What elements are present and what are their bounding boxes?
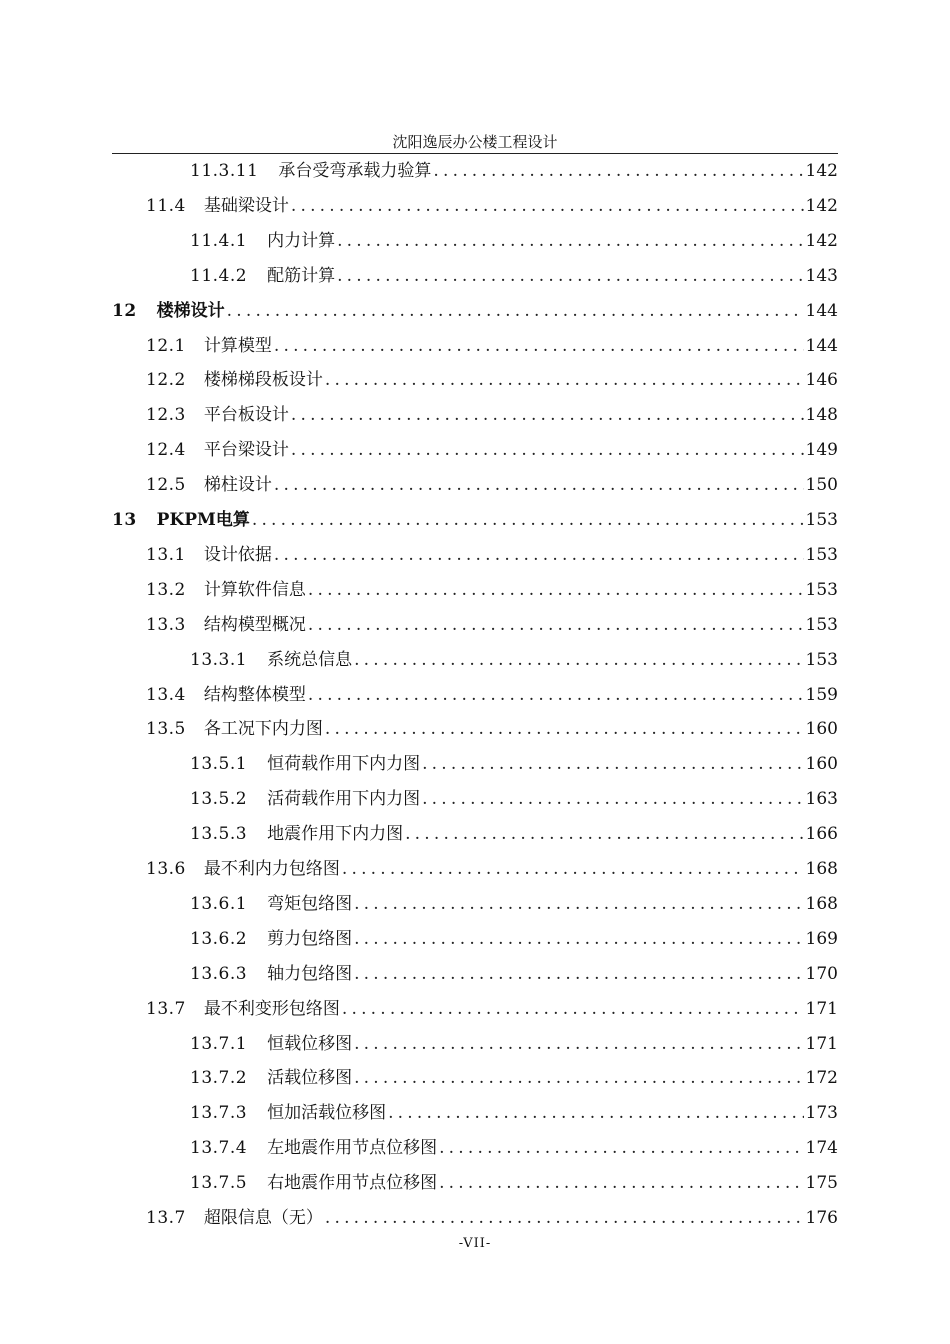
toc-entry-page: 163 — [805, 789, 838, 810]
toc-entry-title: 计算模型 — [203, 335, 272, 356]
toc-entry-page: 174 — [805, 1138, 838, 1159]
toc-entry-title: 楼梯梯段板设计 — [203, 370, 323, 391]
toc-entry-page: 153 — [805, 649, 838, 670]
toc-entry[interactable] — [146, 468, 838, 502]
toc-dot-leader — [422, 754, 803, 774]
toc-entry-title: 活荷载作用下内力图 — [267, 789, 421, 810]
toc-dot-leader — [388, 1103, 803, 1123]
toc-entry-number: 11.4.1 — [190, 230, 248, 251]
toc-entry-title: 右地震作用节点位移图 — [267, 1173, 438, 1194]
toc-entry-page: 149 — [805, 440, 838, 461]
toc-entry-number: 12.3 — [146, 405, 186, 426]
toc-entry[interactable] — [190, 259, 838, 293]
toc-entry-title: 轴力包络图 — [267, 963, 353, 984]
toc-entry-number: 13.7 — [146, 998, 186, 1019]
toc-entry[interactable] — [146, 538, 838, 572]
toc-dot-leader — [274, 545, 804, 565]
toc-entry-number: 12.5 — [146, 475, 186, 496]
toc-entry[interactable] — [190, 1131, 838, 1165]
toc-dot-leader — [354, 1034, 803, 1054]
toc-entry[interactable] — [190, 922, 838, 956]
toc-entry[interactable] — [112, 294, 838, 328]
toc-entry-page: 153 — [805, 579, 838, 600]
toc-entry-number: 13.6 — [146, 859, 186, 879]
toc-entry-number: 13.5.3 — [190, 824, 248, 845]
toc-dot-leader — [325, 1208, 804, 1228]
toc-entry-title: PKPM电算 — [156, 510, 250, 530]
toc-entry[interactable] — [146, 852, 838, 886]
toc-entry-page: 171 — [805, 1033, 838, 1054]
toc-entry-title: 恒加活载位移图 — [267, 1103, 387, 1124]
toc-entry[interactable] — [146, 329, 838, 363]
toc-entry-page: 160 — [805, 719, 838, 740]
toc-dot-leader — [354, 964, 803, 984]
toc-dot-leader — [252, 510, 804, 530]
toc-entry-page: 168 — [805, 893, 838, 914]
toc-entry-page: 148 — [805, 405, 838, 426]
toc-entry-title: 恒荷载作用下内力图 — [267, 754, 421, 775]
toc-entry[interactable] — [146, 363, 838, 397]
toc-entry-title: 楼梯设计 — [156, 300, 225, 321]
toc-dot-leader — [422, 789, 803, 809]
toc-dot-leader — [354, 894, 803, 914]
toc-entry-title: 地震作用下内力图 — [267, 824, 404, 845]
toc-entry-page: 176 — [805, 1208, 838, 1228]
toc-entry[interactable] — [190, 782, 838, 816]
toc-entry-page: 175 — [805, 1173, 838, 1194]
toc-entry[interactable] — [190, 817, 838, 851]
toc-entry-title: 最不利变形包络图 — [203, 998, 340, 1019]
toc-entry-page: 172 — [805, 1068, 838, 1089]
toc-entry-page: 143 — [805, 265, 838, 286]
toc-entry-title: 设计依据 — [203, 544, 272, 565]
toc-entry-page: 142 — [805, 161, 838, 181]
toc-entry-number: 11.4.2 — [190, 265, 248, 286]
toc-entry[interactable] — [146, 398, 838, 432]
toc-entry-title: 承台受弯承载力验算 — [278, 161, 432, 181]
toc-entry-title: 各工况下内力图 — [203, 719, 323, 740]
toc-entry-title: 左地震作用节点位移图 — [267, 1138, 438, 1159]
toc-entry-page: 153 — [805, 510, 838, 530]
toc-entry-title: 恒载位移图 — [267, 1033, 353, 1054]
toc-entry-page: 150 — [805, 475, 838, 496]
toc-entry-title: 基础梁设计 — [203, 195, 289, 216]
toc-entry[interactable] — [190, 154, 838, 188]
toc-dot-leader — [354, 1068, 803, 1088]
toc-dot-leader — [354, 929, 803, 949]
toc-dot-leader — [325, 719, 804, 739]
toc-entry[interactable] — [146, 608, 838, 642]
toc-dot-leader — [337, 231, 803, 251]
toc-entry-page: 168 — [805, 859, 838, 879]
toc-entry-number: 12 — [112, 300, 137, 321]
toc-entry-title: 剪力包络图 — [267, 928, 353, 949]
toc-entry-number: 12.4 — [146, 440, 186, 461]
toc-entry[interactable] — [190, 1096, 838, 1130]
toc-dot-leader — [342, 859, 804, 879]
toc-entry-page: 142 — [805, 230, 838, 251]
toc-entry-page: 153 — [805, 544, 838, 565]
toc-entry-number: 12.1 — [146, 335, 186, 356]
toc-entry-page: 159 — [805, 684, 838, 705]
toc-entry-number: 12.2 — [146, 370, 186, 391]
toc-entry[interactable] — [190, 957, 838, 991]
toc-dot-leader — [439, 1138, 803, 1158]
toc-entry-number: 13.7.1 — [190, 1033, 248, 1054]
toc-dot-leader — [342, 999, 804, 1019]
toc-entry[interactable] — [146, 712, 838, 746]
toc-entry-number: 13.4 — [146, 684, 186, 705]
running-header: 沈阳逸辰办公楼工程设计 — [392, 133, 558, 151]
toc-entry-title: 弯矩包络图 — [267, 893, 353, 914]
toc-entry-title: 活载位移图 — [267, 1068, 353, 1089]
toc-entry-page: 160 — [805, 754, 838, 775]
toc-entry-page: 166 — [805, 824, 838, 845]
toc-entry-number: 13.5.2 — [190, 789, 248, 810]
toc-entry-title: 超限信息（无） — [203, 1208, 323, 1228]
toc-dot-leader — [439, 1173, 803, 1193]
toc-entry-number: 13.3 — [146, 614, 186, 635]
toc-entry-number: 13.7.3 — [190, 1103, 248, 1124]
toc-entry-number: 13.2 — [146, 579, 186, 600]
toc-entry-number: 13.6.2 — [190, 928, 248, 949]
toc-entry[interactable] — [146, 1201, 838, 1235]
toc-dot-leader — [274, 475, 804, 495]
toc-dot-leader — [433, 161, 803, 181]
toc-dot-leader — [325, 370, 804, 390]
toc-entry-number: 13.7.4 — [190, 1138, 248, 1159]
toc-entry-number: 13.7.2 — [190, 1068, 248, 1089]
toc-entry-number: 13.6.1 — [190, 893, 248, 914]
toc-entry[interactable] — [190, 1027, 838, 1061]
toc-entry[interactable] — [146, 678, 838, 712]
toc-entry-title: 计算软件信息 — [203, 579, 306, 600]
toc-dot-leader — [227, 301, 804, 321]
toc-entry-page: 153 — [805, 614, 838, 635]
toc-entry[interactable] — [146, 573, 838, 607]
toc-entry-number: 13.3.1 — [190, 649, 248, 670]
toc-dot-leader — [308, 685, 804, 705]
toc-entry-page: 171 — [805, 998, 838, 1019]
toc-entry-number: 11.4 — [146, 195, 186, 216]
toc-entry-title: 结构整体模型 — [203, 684, 306, 705]
toc-entry-title: 结构模型概况 — [203, 614, 306, 635]
toc-entry-page: 173 — [805, 1103, 838, 1124]
page-number: -VII- — [458, 1236, 492, 1251]
toc-entry-page: 170 — [805, 963, 838, 984]
toc-entry-number: 13.6.3 — [190, 963, 248, 984]
toc-entry-title: 最不利内力包络图 — [203, 859, 340, 879]
toc-dot-leader — [274, 336, 804, 356]
toc-entry-title: 梯柱设计 — [203, 475, 272, 496]
toc-entry[interactable] — [190, 887, 838, 921]
toc-dot-leader — [354, 650, 803, 670]
toc-entry-page: 146 — [805, 370, 838, 391]
toc-entry[interactable] — [190, 643, 838, 677]
toc-entry-number: 13.7 — [146, 1208, 186, 1228]
toc-entry-number: 13 — [112, 510, 137, 530]
toc-entry-page: 144 — [805, 300, 838, 321]
toc-entry-page: 169 — [805, 928, 838, 949]
toc-entry[interactable] — [146, 433, 838, 467]
toc-dot-leader — [308, 615, 804, 635]
toc-dot-leader — [308, 580, 804, 600]
toc-entry-title: 平台板设计 — [203, 405, 289, 426]
toc-dot-leader — [291, 405, 804, 425]
toc-entry-title: 内力计算 — [267, 230, 336, 251]
toc-entry[interactable] — [190, 1166, 838, 1200]
toc-dot-leader — [291, 196, 804, 216]
toc-entry[interactable] — [190, 224, 838, 258]
toc-entry-title: 平台梁设计 — [203, 440, 289, 461]
toc-entry-number: 11.3.11 — [190, 161, 259, 181]
toc-entry-page: 142 — [805, 195, 838, 216]
toc-entry[interactable] — [190, 747, 838, 781]
toc-entry-title: 配筋计算 — [267, 265, 336, 286]
toc-entry-number: 13.7.5 — [190, 1173, 248, 1194]
toc-entry[interactable] — [190, 1061, 838, 1095]
toc-entry-number: 13.5 — [146, 719, 186, 740]
toc-dot-leader — [291, 440, 804, 460]
toc-entry[interactable] — [146, 189, 838, 223]
toc-entry-number: 13.5.1 — [190, 754, 248, 775]
toc-entry[interactable] — [112, 503, 838, 537]
toc-entry-page: 144 — [805, 335, 838, 356]
toc-entry-number: 13.1 — [146, 544, 186, 565]
toc-entry-title: 系统总信息 — [267, 649, 353, 670]
toc-dot-leader — [337, 266, 803, 286]
toc-entry[interactable] — [146, 992, 838, 1026]
toc-dot-leader — [405, 824, 803, 844]
